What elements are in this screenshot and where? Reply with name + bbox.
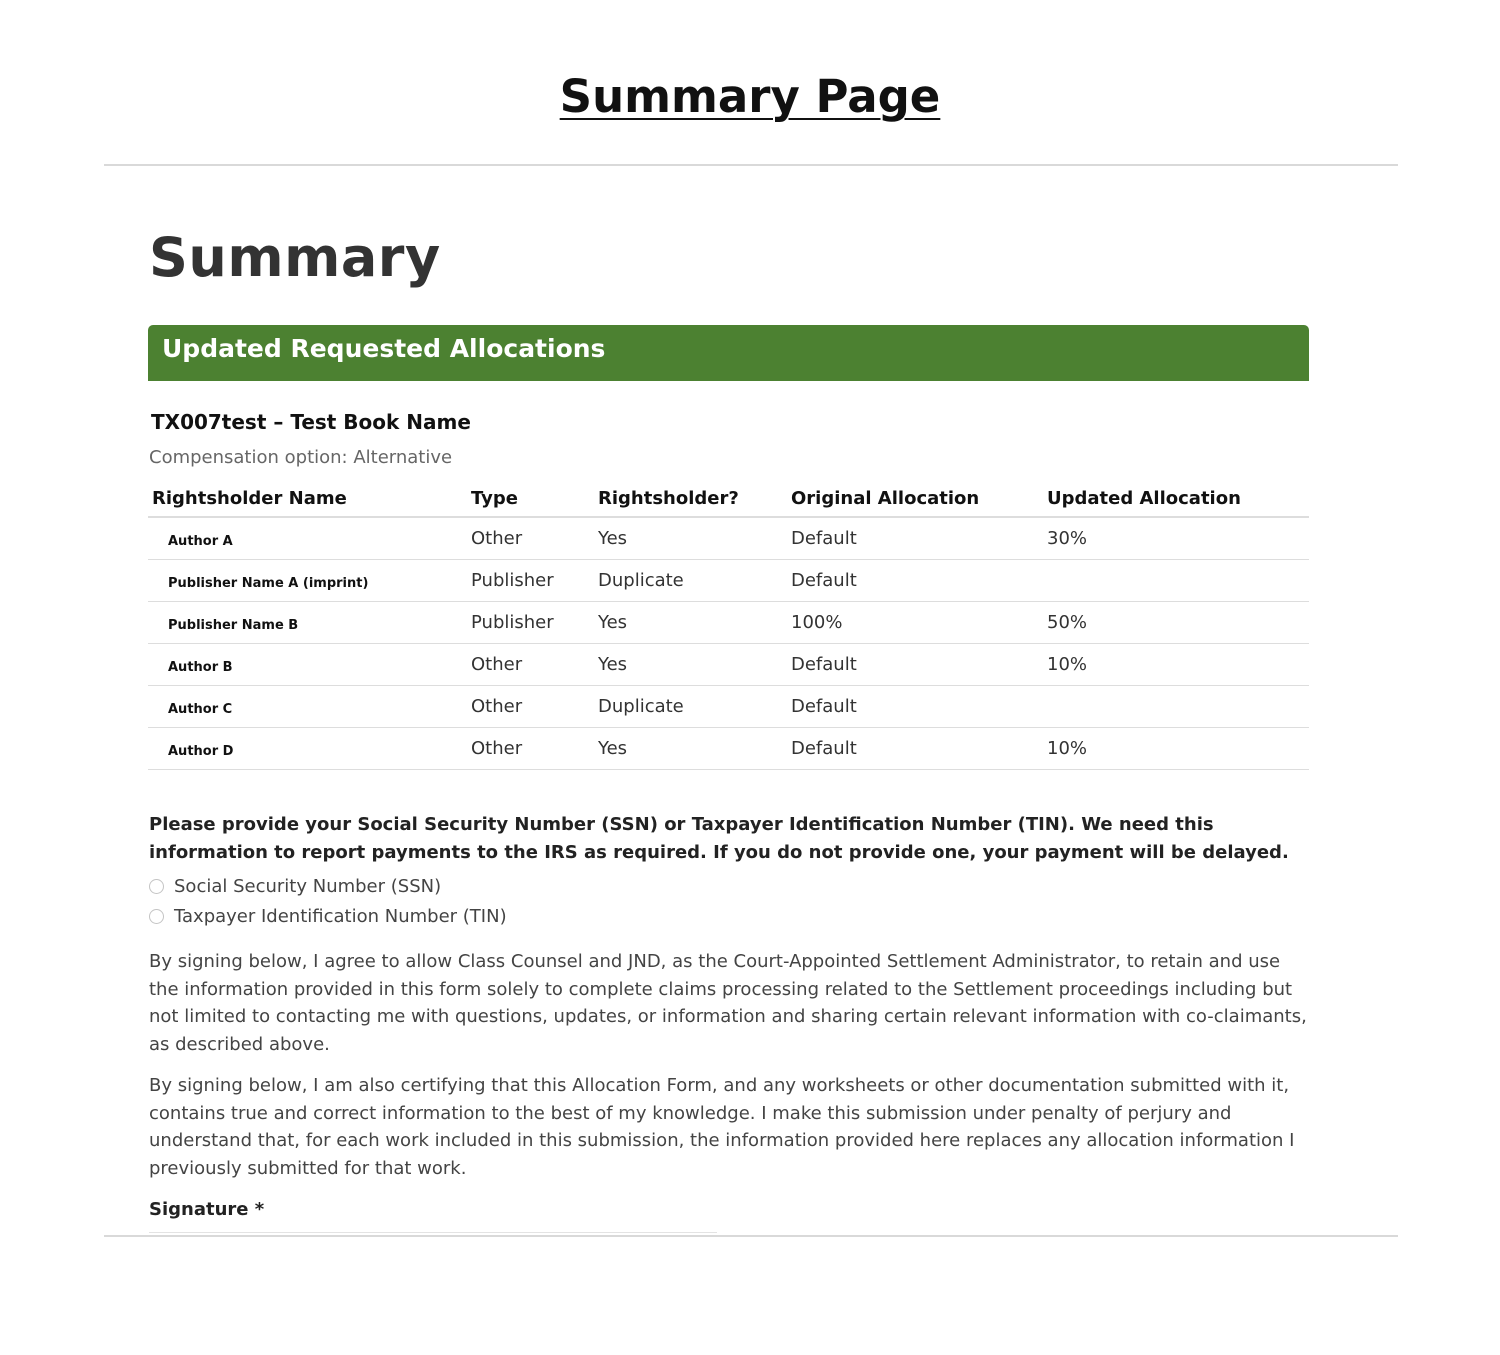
table-header-row <box>148 480 1309 517</box>
top-divider <box>104 164 1398 166</box>
bottom-divider <box>104 1235 1398 1237</box>
cell-type: Other <box>467 517 594 560</box>
allocations-table <box>148 480 1309 770</box>
cell-type: Other <box>467 644 594 686</box>
tin-option[interactable] <box>149 903 507 929</box>
compensation-option: Compensation option: Alternative <box>149 447 453 468</box>
table-row <box>148 686 1309 728</box>
cell-original: Default <box>787 686 1043 728</box>
cell-updated: 30% <box>1043 517 1309 560</box>
cell-name: Publisher Name A (imprint) <box>148 560 467 602</box>
cell-updated: 50% <box>1043 602 1309 644</box>
cell-name: Author D <box>148 728 467 770</box>
section-banner <box>148 325 1309 381</box>
ssn-label: Social Security Number (SSN) <box>174 875 442 897</box>
tin-radio[interactable] <box>149 909 164 924</box>
ssn-option[interactable] <box>149 873 441 899</box>
header-rightsholder-name: Rightsholder Name <box>148 480 467 517</box>
cell-type: Publisher <box>467 560 594 602</box>
book-title: TX007test – Test Book Name <box>151 410 471 434</box>
tin-label: Taxpayer Identification Number (TIN) <box>174 905 507 927</box>
cell-updated: 10% <box>1043 728 1309 770</box>
cell-type: Publisher <box>467 602 594 644</box>
cell-name: Author A <box>148 517 467 560</box>
table-row <box>148 644 1309 686</box>
cell-updated <box>1043 686 1309 728</box>
signature-input[interactable] <box>149 1232 717 1233</box>
consent-paragraph-1: By signing below, I agree to allow Class Counsel and JND, as the Court-Appointed Settlement Administrator, to retain and use the information provided in this form solely to complete claims processing related to the Settlement proceedings including but not limited to contacting me with questions, updates, or information and sharing certain relevant information with co-claimants, as described above. <box>149 951 1307 1055</box>
cell-name: Publisher Name B <box>148 602 467 644</box>
page-heading <box>0 70 1500 123</box>
cell-original: Default <box>787 644 1043 686</box>
header-type: Type <box>467 480 594 517</box>
cell-rightsholder: Yes <box>594 728 787 770</box>
cell-name: Author C <box>148 686 467 728</box>
cell-rightsholder: Yes <box>594 644 787 686</box>
cell-original: Default <box>787 728 1043 770</box>
table-row <box>148 560 1309 602</box>
tin-prompt: Please provide your Social Security Number (SSN) or Taxpayer Identification Number (TIN). We need this information to report payments to the IRS as required. If you do not provide one, your payment will be delayed. <box>149 814 1289 863</box>
header-original-allocation: Original Allocation <box>787 480 1043 517</box>
cell-type: Other <box>467 728 594 770</box>
page-heading-text: Summary Page <box>559 70 941 123</box>
cell-original: 100% <box>787 602 1043 644</box>
cell-rightsholder: Yes <box>594 517 787 560</box>
table-row <box>148 517 1309 560</box>
cell-rightsholder: Duplicate <box>594 560 787 602</box>
section-title: Updated Requested Allocations <box>162 334 606 363</box>
table-row <box>148 728 1309 770</box>
summary-title: Summary <box>149 226 441 289</box>
header-rightsholder: Rightsholder? <box>594 480 787 517</box>
table-row <box>148 602 1309 644</box>
cell-type: Other <box>467 686 594 728</box>
cell-name: Author B <box>148 644 467 686</box>
cell-rightsholder: Yes <box>594 602 787 644</box>
cell-original: Default <box>787 560 1043 602</box>
signature-label: Signature * <box>149 1199 265 1220</box>
cell-original: Default <box>787 517 1043 560</box>
cell-updated <box>1043 560 1309 602</box>
consent-paragraph-2: By signing below, I am also certifying that this Allocation Form, and any worksheets or other documentation submitted with it, contains true and correct information to the best of my knowledge. I make this submission under penalty of perjury and understand that, for each work included in this submission, the information provided here replaces any allocation information I previously submitted for that work. <box>149 1075 1295 1179</box>
header-updated-allocation: Updated Allocation <box>1043 480 1309 517</box>
cell-rightsholder: Duplicate <box>594 686 787 728</box>
ssn-radio[interactable] <box>149 879 164 894</box>
cell-updated: 10% <box>1043 644 1309 686</box>
